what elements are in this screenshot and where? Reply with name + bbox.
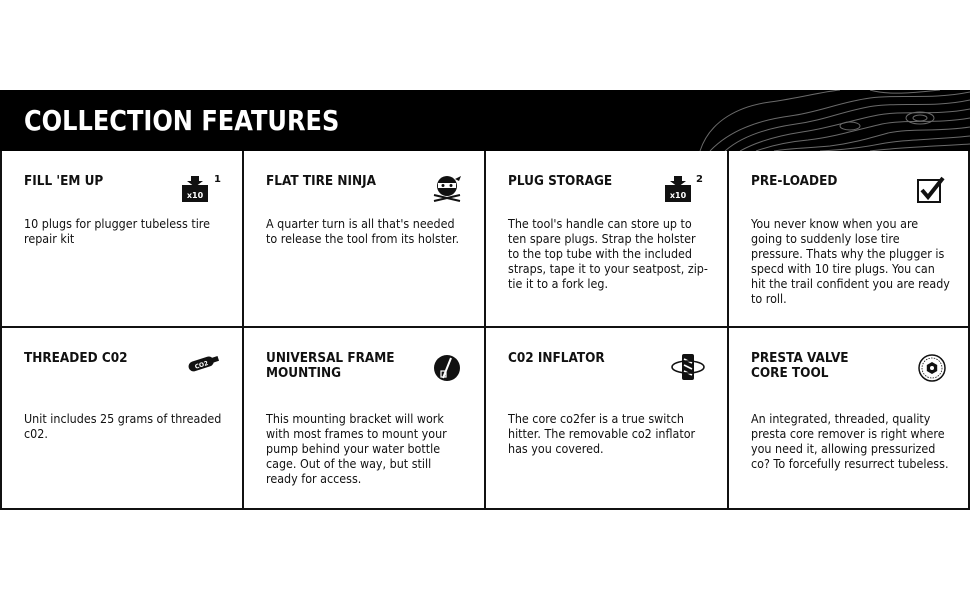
header-banner	[0, 90, 970, 151]
inflator-icon	[670, 352, 706, 382]
topographic-pattern-icon	[670, 90, 970, 151]
feature-title: PRESTA VALVE CORE TOOL	[751, 351, 849, 381]
frame-mount-icon	[433, 354, 461, 382]
feature-description: 10 plugs for plugger tubeless tire repair kit	[24, 217, 210, 246]
feature-description: Unit includes 25 grams of threaded c02.	[24, 412, 222, 441]
feature-card-plug-storage	[486, 151, 729, 328]
feature-card-flat-tire-ninja	[244, 151, 486, 328]
feature-card-universal-frame-mounting	[244, 328, 486, 508]
feature-title: FILL 'EM UP	[24, 174, 104, 189]
feature-description: You never know when you are going to suddenly lose tire pressure. Thats why the plugger is specd with 10 tire plugs. You can hit the trail confident you are ready to roll.	[751, 217, 950, 306]
feature-card-presta-valve-core-tool	[729, 328, 968, 508]
feature-title: PLUG STORAGE	[508, 174, 613, 189]
feature-description: The tool's handle can store up to ten spare plugs. Strap the holster to the top tube with the included straps, tape it to your seatpost, zip-tie it to a fork leg.	[508, 217, 708, 291]
checkbox-icon	[916, 176, 946, 204]
ninja-icon	[432, 173, 462, 203]
feature-title: PRE-LOADED	[751, 174, 838, 189]
plug-box-x10-icon	[181, 175, 211, 203]
feature-card-threaded-co2	[2, 328, 244, 508]
feature-title: FLAT TIRE NINJA	[266, 174, 376, 189]
feature-description: The core co2fer is a true switch hitter. The removable co2 inflator has you covered.	[508, 412, 696, 456]
feature-title: C02 INFLATOR	[508, 351, 605, 366]
svg-text:CO2: CO2	[194, 359, 210, 371]
feature-description: This mounting bracket will work with most frames to mount your pump behind your water bottle cage. Out of the way, but still ready for access.	[266, 412, 447, 486]
svg-text:x10: x10	[669, 191, 687, 200]
valve-core-icon	[917, 353, 947, 383]
page-title: COLLECTION FEATURES	[24, 104, 340, 137]
feature-grid	[0, 151, 970, 510]
svg-text:x10: x10	[186, 191, 204, 200]
footnote-badge: 1	[214, 174, 221, 185]
feature-card-co2-inflator	[486, 328, 729, 508]
feature-title: UNIVERSAL FRAME MOUNTING	[266, 351, 395, 381]
feature-description: A quarter turn is all that's needed to release the tool from its holster.	[266, 217, 460, 246]
co2-cartridge-icon	[186, 352, 222, 374]
plug-box-x10-icon	[664, 175, 694, 203]
feature-card-pre-loaded	[729, 151, 968, 328]
footnote-badge: 2	[696, 174, 703, 185]
feature-title: THREADED C02	[24, 351, 128, 366]
feature-description: An integrated, threaded, quality presta core remover is right where you need it, allowing pressurized co? To forcefully resurrect tubeless.	[751, 412, 949, 471]
feature-card-fill-em-up	[2, 151, 244, 328]
